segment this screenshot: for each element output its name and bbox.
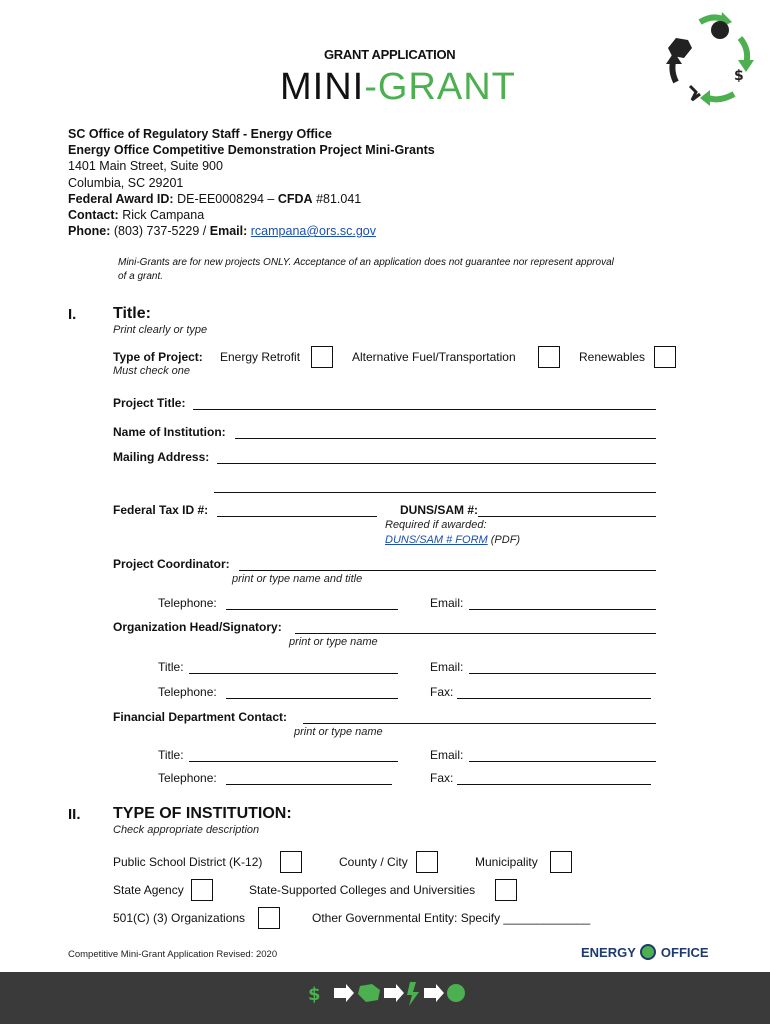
head-telephone-field[interactable] [226,698,398,699]
arrow-icon-3 [424,984,444,1002]
duns-form-link[interactable]: DUNS/SAM # FORM [385,534,488,546]
head-fax-label: Fax: [430,685,454,699]
head-email-field[interactable] [469,673,656,674]
head-title-field[interactable] [189,673,398,674]
grant-application-label: GRANT APPLICATION [324,47,456,62]
org-head-hint: print or type name [289,636,378,648]
street: 1401 Main Street, Suite 900 [68,159,223,174]
section-1-number: I. [68,306,77,323]
plug-icon [407,982,419,1006]
mini-grant-title [280,66,516,109]
award-value: DE-EE0008294 – [177,191,275,206]
project-title-label: Project Title: [113,396,186,410]
state-agency-checkbox[interactable] [191,879,213,901]
coord-telephone-field[interactable] [226,609,398,610]
org-name: SC Office of Regulatory Staff - Energy Office [68,127,332,141]
renewables-label: Renewables [579,350,646,364]
finance-title-field[interactable] [189,761,398,762]
org-head-label: Organization Head/Signatory: [113,620,282,634]
county-city-label: County / City [339,855,408,869]
finance-fax-label: Fax: [430,771,454,785]
org-head-field[interactable] [295,633,656,634]
email-label: Email: [209,224,248,239]
award-label: Federal Award ID: [68,191,174,206]
mini-word: MINI [280,66,365,108]
award-line [68,191,435,207]
municipality-label: Municipality [475,855,538,869]
contact-line [68,207,435,223]
cfda-value: #81.041 [316,191,362,206]
mailing-address-field-2[interactable] [214,492,656,493]
mailing-address-label: Mailing Address: [113,450,210,464]
cycle-icons-strip [306,978,466,1008]
finance-title-label: Title: [158,748,184,762]
head-telephone-label: Telephone: [158,685,217,699]
state-agency-label: State Agency [113,883,184,897]
section-1-title: Title: [113,305,151,322]
finance-contact-label: Financial Department Contact: [113,710,288,724]
finance-contact-field[interactable] [303,723,656,724]
duns-label: DUNS/SAM #: [400,503,479,517]
501c3-checkbox[interactable] [258,907,280,929]
energy-retrofit-checkbox[interactable] [311,346,333,368]
head-title-label: Title: [158,660,184,674]
dollar-icon: $ [308,984,321,1005]
notice-line2: of a grant. [118,271,164,282]
duns-form-line [385,534,520,546]
title-dash: - [364,66,378,108]
logo-office: OFFICE [660,945,709,960]
tax-id-field[interactable] [217,516,377,517]
colleges-label: State-Supported Colleges and Universities [249,883,476,897]
finance-contact-hint: print or type name [294,726,383,738]
school-district-label: Public School District (K-12) [113,855,263,869]
arrow-icon-2 [384,984,404,1002]
revised-note: Competitive Mini-Grant Application Revised: 2020 [68,949,278,960]
finance-email-label: Email: [430,748,464,762]
address-block [68,126,435,239]
other-entity-label: Other Governmental Entity: Specify _____________ [312,911,591,925]
501c3-label: 501(C) (3) Organizations [113,911,246,925]
coord-telephone-label: Telephone: [158,596,217,610]
contact-value: Rick Campana [122,208,205,223]
finance-telephone-label: Telephone: [158,771,217,785]
head-fax-field[interactable] [457,698,651,699]
tax-id-label: Federal Tax ID #: [113,503,209,517]
city: Columbia, SC 29201 [68,175,184,190]
phone-line [68,223,435,239]
arrow-icon-1 [334,984,354,1002]
institution-field[interactable] [235,438,656,439]
notice-line1: Mini-Grants are for new projects ONLY. Acceptance of an application does not guarantee nor represent approval [118,257,614,268]
project-title-field[interactable] [193,409,656,410]
bottom-bar [0,972,770,1024]
county-city-checkbox[interactable] [416,851,438,873]
coord-email-label: Email: [430,596,464,610]
type-of-project-hint: Must check one [113,365,191,377]
type-of-project-label: Type of Project: [113,350,203,364]
finance-email-field[interactable] [469,761,656,762]
email-link[interactable]: rcampana@ors.sc.gov [250,224,377,239]
logo-energy: ENERGY [581,945,636,960]
renewables-checkbox[interactable] [654,346,676,368]
pdf-note: (PDF) [490,534,521,546]
section-2-hint: Check appropriate description [113,824,260,836]
municipality-checkbox[interactable] [550,851,572,873]
cfda-label: CFDA [277,191,313,206]
energy-retrofit-label: Energy Retrofit [220,350,301,364]
section-2-title: TYPE OF INSTITUTION: [113,805,292,822]
coordinator-label: Project Coordinator: [113,557,230,571]
duns-field[interactable] [478,516,656,517]
section-2-number: II. [68,806,81,823]
grant-word: GRANT [377,66,516,108]
program-name: Energy Office Competitive Demonstration Project Mini-Grants [68,143,435,158]
coordinator-hint: print or type name and title [232,573,363,585]
logo-globe-icon [640,944,656,960]
contact-label: Contact: [68,208,119,223]
coordinator-field[interactable] [239,570,656,571]
phone-label: Phone: [68,224,111,239]
state-map-icon [358,984,380,1002]
globe-icon [447,984,465,1002]
school-district-checkbox[interactable] [280,851,302,873]
finance-telephone-field[interactable] [226,784,392,785]
head-email-label: Email: [430,660,464,674]
alt-fuel-checkbox[interactable] [538,346,560,368]
svg-text:$: $ [734,68,744,84]
notice [118,256,614,284]
phone-value: (803) 737-5229 / [113,224,207,239]
colleges-checkbox[interactable] [495,879,517,901]
energy-office-logo [581,944,709,960]
energy-cycle-logo [662,8,762,108]
mailing-address-field-1[interactable] [217,463,656,464]
institution-label: Name of Institution: [113,425,226,439]
required-note: Required if awarded: [385,519,487,531]
finance-fax-field[interactable] [457,784,651,785]
section-1-hint: Print clearly or type [113,324,208,336]
alt-fuel-label: Alternative Fuel/Transportation [352,350,516,364]
coord-email-field[interactable] [469,609,656,610]
